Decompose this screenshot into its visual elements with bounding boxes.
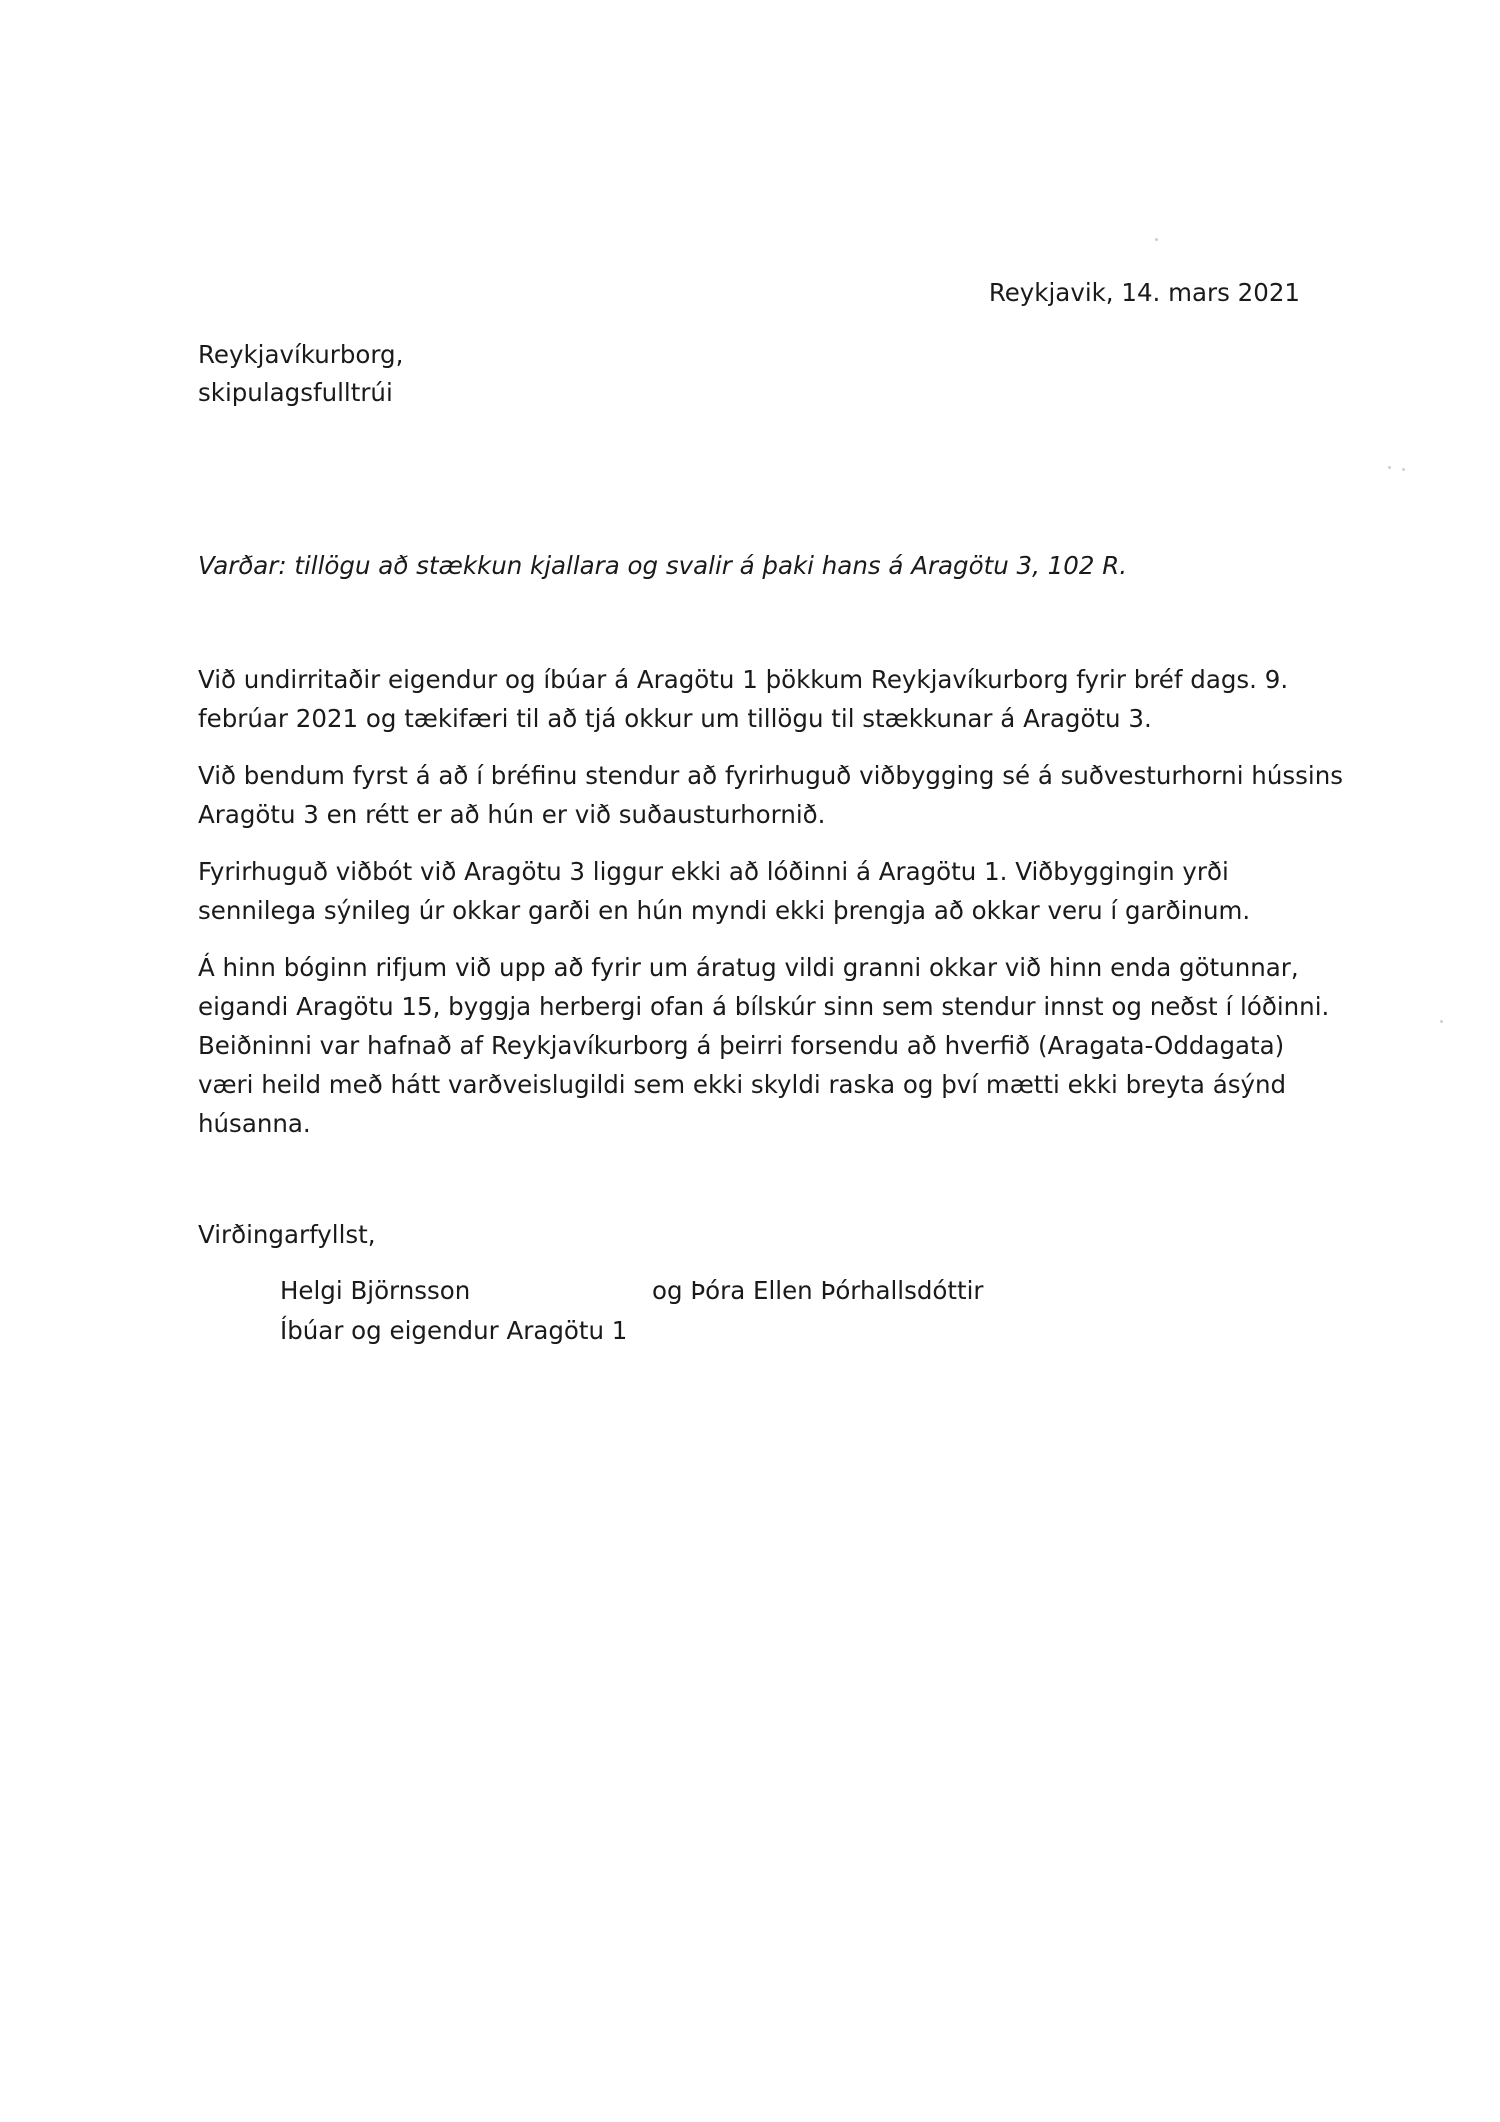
signatory-role: Íbúar og eigendur Aragötu 1 — [280, 1316, 628, 1345]
paragraph-2-line-1: Við bendum fyrst á að í bréfinu stendur að fyrirhuguð viðbygging sé á suðvesturhorni hússins — [198, 761, 1343, 790]
paragraph-4-line-5: húsanna. — [198, 1109, 311, 1138]
scan-speck — [1388, 466, 1391, 469]
recipient-line-2: skipulagsfulltrúi — [198, 378, 393, 407]
paragraph-1-line-1: Við undirritaðir eigendur og íbúar á Aragötu 1 þökkum Reykjavíkurborg fyrir bréf dags. 9. — [198, 665, 1289, 694]
letter-closing: Virðingarfyllst, — [198, 1220, 376, 1249]
letter-date: Reykjavik, 14. mars 2021 — [988, 278, 1300, 307]
paragraph-4 — [198, 948, 1338, 1143]
paragraph-4-line-2: eigandi Aragötu 15, byggja herbergi ofan á bílskúr sinn sem stendur innst og neðst í lóðinni. — [198, 992, 1330, 1021]
scan-speck — [1155, 238, 1158, 241]
recipient-line-1: Reykjavíkurborg, — [198, 340, 404, 369]
scan-speck — [1402, 468, 1405, 471]
paragraph-4-line-4: væri heild með hátt varðveislugildi sem ekki skyldi raska og því mætti ekki breyta ásýnd — [198, 1070, 1287, 1099]
paragraph-4-line-3: Beiðninni var hafnað af Reykjavíkurborg á þeirri forsendu að hverfið (Aragata-Oddagata) — [198, 1031, 1285, 1060]
paragraph-4-line-1: Á hinn bóginn rifjum við upp að fyrir um áratug vildi granni okkar við hinn enda götunnar, — [198, 953, 1299, 982]
paragraph-1 — [198, 660, 1338, 738]
paragraph-1-line-2: febrúar 2021 og tækifæri til að tjá okkur um tillögu til stækkunar á Aragötu 3. — [198, 704, 1152, 733]
paragraph-3 — [198, 852, 1338, 930]
scan-speck — [1440, 1020, 1443, 1023]
signatory-1-name: Helgi Björnsson — [280, 1276, 471, 1305]
paragraph-3-line-1: Fyrirhuguð viðbót við Aragötu 3 liggur ekki að lóðinni á Aragötu 1. Viðbyggingin yrði — [198, 857, 1229, 886]
paragraph-3-line-2: sennilega sýnileg úr okkar garði en hún myndi ekki þrengja að okkar veru í garðinum. — [198, 896, 1251, 925]
paragraph-2 — [198, 756, 1343, 834]
letter-subject: Varðar: tillögu að stækkun kjallara og svalir á þaki hans á Aragötu 3, 102 R. — [198, 551, 1128, 580]
paragraph-2-line-2: Aragötu 3 en rétt er að hún er við suðausturhornið. — [198, 800, 826, 829]
signatory-2-name: og Þóra Ellen Þórhallsdóttir — [652, 1276, 984, 1305]
